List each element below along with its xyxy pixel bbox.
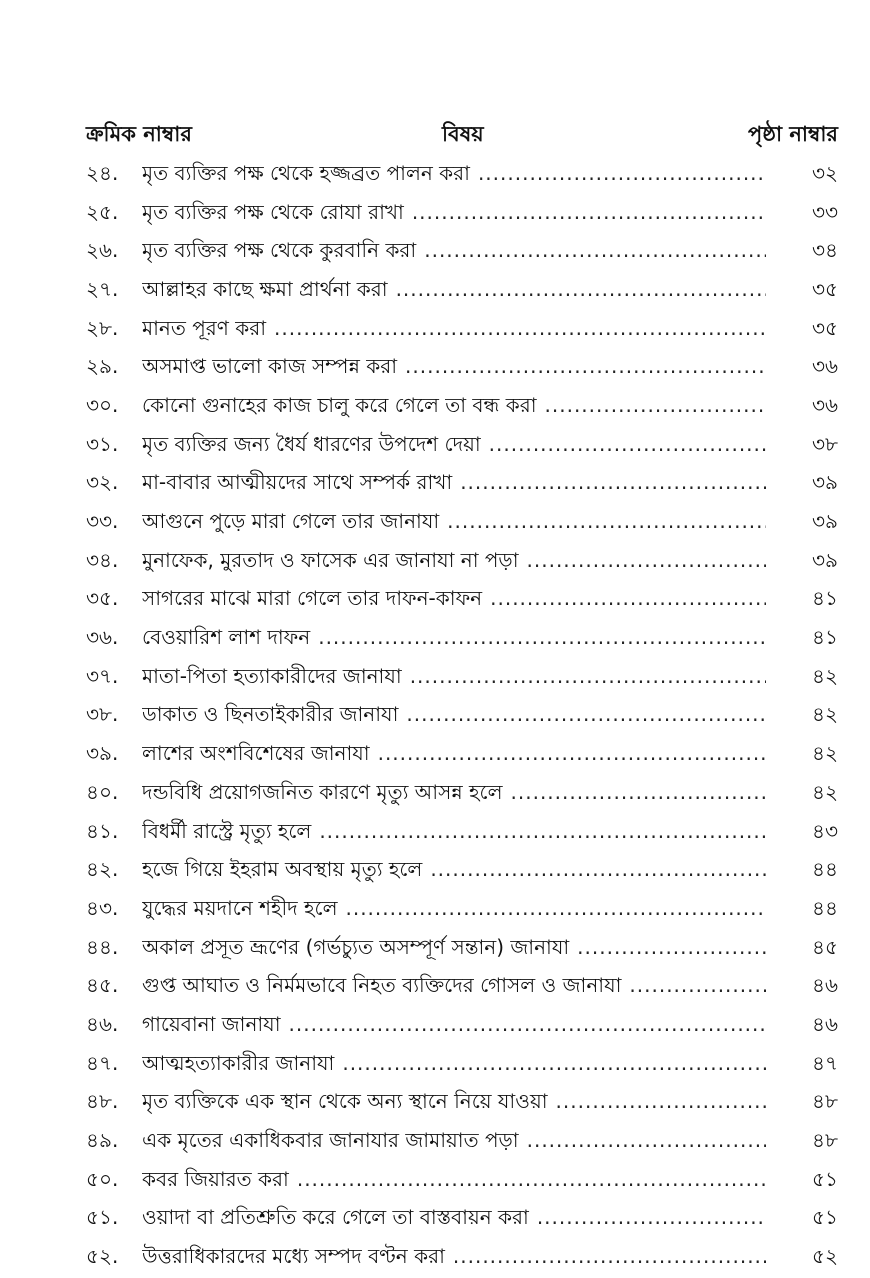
entry-title: আল্লাহর কাছে ক্ষমা প্রার্থনা করা bbox=[142, 276, 388, 301]
entry-title: মৃত ব্যক্তির পক্ষ থেকে রোযা রাখা bbox=[142, 199, 404, 224]
toc-entry bbox=[86, 195, 838, 234]
entry-page-number: ৪২ bbox=[812, 741, 838, 766]
toc-entry bbox=[86, 968, 838, 1007]
toc-entry bbox=[86, 427, 838, 466]
entry-number: ২৬. bbox=[86, 238, 119, 263]
toc-entry bbox=[86, 1239, 838, 1278]
entry-number: ৪৪. bbox=[86, 934, 119, 959]
dot-leader bbox=[378, 741, 766, 765]
dot-leader bbox=[511, 780, 766, 804]
entry-title-cell bbox=[142, 739, 766, 772]
entry-number: ২৫. bbox=[86, 199, 119, 224]
toc-entry bbox=[86, 543, 838, 582]
dot-leader bbox=[629, 973, 766, 997]
toc-entry bbox=[86, 1123, 838, 1162]
dot-leader bbox=[274, 316, 766, 340]
entry-title: ডাকাত ও ছিনতাইকারীর জানাযা bbox=[142, 702, 399, 727]
dot-leader bbox=[410, 664, 766, 688]
entry-title: সাগরের মাঝে মারা গেলে তার দাফন-কাফন bbox=[142, 586, 483, 611]
dot-leader bbox=[537, 1205, 766, 1229]
entry-title-cell bbox=[142, 894, 766, 927]
entry-page-number: ৪৬ bbox=[812, 1011, 838, 1036]
dot-leader bbox=[490, 586, 766, 610]
entry-title-cell bbox=[142, 662, 766, 695]
entry-number: ৪০. bbox=[86, 779, 119, 804]
serial-column-heading: ক্রমিক নাম্বার bbox=[86, 122, 192, 146]
entry-number: ৩৭. bbox=[86, 663, 119, 688]
entry-number: ৪৮. bbox=[86, 1089, 119, 1114]
entry-title: লাশের অংশবিশেষের জানাযা bbox=[142, 741, 370, 766]
dot-leader bbox=[527, 548, 766, 572]
toc-entry bbox=[86, 659, 838, 698]
entry-number: ৩৯. bbox=[86, 741, 119, 766]
toc-entry bbox=[86, 775, 838, 814]
entry-page-number: ৪২ bbox=[812, 663, 838, 688]
entry-page-number: ৩৬ bbox=[811, 354, 838, 379]
dot-leader bbox=[453, 1244, 766, 1268]
entry-page-number: ৫২ bbox=[812, 1244, 838, 1269]
entry-title: আত্মহত্যাকারীর জানাযা bbox=[142, 1050, 335, 1075]
entry-page-number: ৪৩ bbox=[812, 818, 838, 843]
toc-entry bbox=[86, 349, 838, 388]
entry-title-cell bbox=[142, 1010, 766, 1043]
entry-title-cell bbox=[142, 855, 766, 888]
dot-leader bbox=[318, 625, 766, 649]
toc-entry bbox=[86, 620, 838, 659]
entry-page-number: ৪৮ bbox=[812, 1128, 838, 1153]
entry-title-cell bbox=[142, 971, 766, 1004]
entry-title: দন্ডবিধি প্রয়োগজনিত কারণে মৃত্যু আসন্ন হলে bbox=[142, 779, 503, 804]
toc-entry bbox=[86, 1201, 838, 1240]
entry-page-number: ৪৮ bbox=[812, 1089, 838, 1114]
entry-number: ৫১. bbox=[86, 1205, 119, 1230]
entry-page-number: ৪৬ bbox=[812, 973, 838, 998]
entry-title-cell bbox=[142, 1126, 766, 1159]
dot-leader bbox=[406, 702, 766, 726]
entry-number: ২৯. bbox=[86, 354, 119, 379]
entry-page-number: ৩৬ bbox=[811, 392, 838, 417]
entry-page-number: ৩৯ bbox=[812, 509, 838, 534]
entry-title: মানত পূরণ করা bbox=[142, 315, 267, 340]
entry-title: বেওয়ারিশ লাশ দাফন bbox=[142, 625, 311, 650]
entry-title-cell bbox=[142, 314, 766, 347]
entry-number: ৪৯. bbox=[86, 1128, 119, 1153]
entry-page-number: ৪৭ bbox=[812, 1050, 838, 1075]
entry-title: মৃত ব্যক্তির পক্ষ থেকে হজ্জব্রত পালন করা bbox=[142, 160, 470, 185]
entry-number: ৪১. bbox=[86, 818, 119, 843]
entry-title: মৃত ব্যক্তির জন্য ধৈর্য ধারণের উপদেশ দেয়া bbox=[142, 431, 481, 456]
dot-leader bbox=[556, 1089, 766, 1113]
toc-entry bbox=[86, 156, 838, 195]
entry-number: ৩৪. bbox=[86, 547, 119, 572]
entry-title: ওয়াদা বা প্রতিশ্রুতি করে গেলে তা বাস্তবায়ন করা bbox=[142, 1205, 529, 1230]
entry-title-cell bbox=[142, 198, 766, 231]
topic-column-heading: বিষয় bbox=[442, 122, 484, 146]
entry-title: মৃত ব্যক্তিকে এক স্থান থেকে অন্য স্থানে নিয়ে যাওয়া bbox=[142, 1089, 548, 1114]
toc-entry bbox=[86, 930, 838, 969]
dot-leader bbox=[345, 896, 766, 920]
entry-title: হজে গিয়ে ইহরাম অবস্থায় মৃত্যু হলে bbox=[142, 857, 423, 882]
entry-title-cell bbox=[142, 623, 766, 656]
entry-number: ২৪. bbox=[86, 160, 119, 185]
dot-leader bbox=[297, 1167, 766, 1191]
entry-page-number: ৪৪ bbox=[812, 895, 838, 920]
entry-page-number: ৪৫ bbox=[812, 934, 838, 959]
entry-page-number: ৩২ bbox=[811, 160, 838, 185]
toc-entry bbox=[86, 698, 838, 737]
entry-number: ২৮. bbox=[86, 315, 119, 340]
dot-leader bbox=[430, 857, 766, 881]
dot-leader bbox=[527, 1128, 766, 1152]
entry-title: কবর জিয়ারত করা bbox=[142, 1166, 289, 1191]
entry-title: মাতা-পিতা হত্যাকারীদের জানাযা bbox=[142, 663, 402, 688]
entry-title-cell bbox=[142, 430, 766, 463]
toc-entry bbox=[86, 1162, 838, 1201]
entry-number: ৫২. bbox=[86, 1244, 119, 1269]
entry-title-cell bbox=[142, 1165, 766, 1198]
entry-title-cell bbox=[142, 1203, 766, 1236]
entry-title-cell bbox=[142, 700, 766, 733]
entry-page-number: ৩৫ bbox=[812, 276, 838, 301]
dot-leader bbox=[342, 1051, 766, 1075]
entry-number: ২৭. bbox=[86, 276, 119, 301]
entry-page-number: ৫১ bbox=[812, 1205, 838, 1230]
entry-number: ৩৬. bbox=[86, 625, 119, 650]
entry-title-cell bbox=[142, 778, 766, 811]
entry-page-number: ৩৪ bbox=[812, 238, 838, 263]
entry-number: ৫০. bbox=[86, 1166, 119, 1191]
entry-title-cell bbox=[142, 584, 766, 617]
entry-page-number: ৪৪ bbox=[812, 857, 838, 882]
dot-leader bbox=[478, 161, 766, 185]
dot-leader bbox=[396, 277, 766, 301]
entry-page-number: ৩৯ bbox=[812, 547, 838, 572]
toc-entry bbox=[86, 233, 838, 272]
entry-number: ৪৫. bbox=[86, 973, 119, 998]
toc-entry bbox=[86, 852, 838, 891]
toc-entry bbox=[86, 736, 838, 775]
entry-title: অসমাপ্ত ভালো কাজ সম্পন্ন করা bbox=[142, 354, 398, 379]
entry-title-cell bbox=[142, 159, 766, 192]
entry-page-number: ৩৮ bbox=[812, 431, 838, 456]
entry-number: ৪২. bbox=[86, 857, 119, 882]
entry-title-cell bbox=[142, 1242, 766, 1275]
toc-entry bbox=[86, 388, 838, 427]
entry-title-cell bbox=[142, 236, 766, 269]
entry-title: মৃত ব্যক্তির পক্ষ থেকে কুরবানি করা bbox=[142, 238, 417, 263]
toc-header bbox=[86, 118, 838, 152]
entry-title-cell bbox=[142, 507, 766, 540]
dot-leader bbox=[489, 432, 766, 456]
entry-page-number: ৩৩ bbox=[811, 199, 838, 224]
entry-title-cell bbox=[142, 391, 766, 424]
entry-title-cell bbox=[142, 275, 766, 308]
dot-leader bbox=[460, 470, 766, 494]
entry-title: মুনাফেক, মুরতাদ ও ফাসেক এর জানাযা না পড়া bbox=[142, 547, 519, 572]
entry-number: ৪৩. bbox=[86, 895, 119, 920]
dot-leader bbox=[412, 200, 766, 224]
dot-leader bbox=[405, 354, 766, 378]
entry-title: যুদ্ধের ময়দানে শহীদ হলে bbox=[142, 895, 338, 920]
entry-title-cell bbox=[142, 817, 766, 850]
entry-title: কোনো গুনাহের কাজ চালু করে গেলে তা বন্ধ করা bbox=[142, 392, 537, 417]
toc-list bbox=[86, 156, 838, 1278]
entry-number: ৪৬. bbox=[86, 1011, 119, 1036]
entry-number: ৩২. bbox=[86, 470, 119, 495]
toc-entry bbox=[86, 814, 838, 853]
entry-title: বিধর্মী রাস্ট্রে মৃত্যু হলে bbox=[142, 818, 312, 843]
entry-page-number: ৪২ bbox=[812, 779, 838, 804]
entry-page-number: ৩৯ bbox=[812, 470, 838, 495]
entry-title-cell bbox=[142, 352, 766, 385]
toc-entry bbox=[86, 466, 838, 505]
toc-entry bbox=[86, 1085, 838, 1124]
dot-leader bbox=[424, 238, 766, 262]
dot-leader bbox=[447, 509, 766, 533]
entry-page-number: ৩৫ bbox=[812, 315, 838, 340]
entry-page-number: ৪১ bbox=[812, 625, 838, 650]
entry-title-cell bbox=[142, 468, 766, 501]
entry-page-number: ৪১ bbox=[812, 586, 838, 611]
toc-entry bbox=[86, 1007, 838, 1046]
entry-title-cell bbox=[142, 546, 766, 579]
entry-page-number: ৫১ bbox=[812, 1166, 838, 1191]
dot-leader bbox=[545, 393, 766, 417]
entry-number: ৩১. bbox=[86, 431, 119, 456]
entry-title-cell bbox=[142, 1049, 766, 1082]
toc-entry bbox=[86, 1046, 838, 1085]
entry-title: মা-বাবার আত্মীয়দের সাথে সম্পর্ক রাখা bbox=[142, 470, 453, 495]
entry-page-number: ৪২ bbox=[812, 702, 838, 727]
entry-number: ৩৮. bbox=[86, 702, 119, 727]
toc-entry bbox=[86, 311, 838, 350]
entry-title: উত্তরাধিকারদের মধ্যে সম্পদ বণ্টন করা bbox=[142, 1244, 445, 1269]
entry-title: আগুনে পুড়ে মারা গেলে তার জানাযা bbox=[142, 509, 440, 534]
entry-title: এক মৃতের একাধিকবার জানাযার জামায়াত পড়া bbox=[142, 1128, 519, 1153]
dot-leader bbox=[289, 1012, 766, 1036]
dot-leader bbox=[319, 819, 766, 843]
entry-number: ৩৩. bbox=[86, 509, 119, 534]
toc-entry bbox=[86, 582, 838, 621]
entry-title-cell bbox=[142, 1087, 766, 1120]
entry-number: ৪৭. bbox=[86, 1050, 119, 1075]
entry-number: ৩০. bbox=[86, 392, 119, 417]
toc-entry bbox=[86, 272, 838, 311]
entry-title: গায়েবানা জানাযা bbox=[142, 1011, 281, 1036]
entry-title: গুপ্ত আঘাত ও নির্মমভাবে নিহত ব্যক্তিদের গোসল ও জানাযা bbox=[142, 973, 622, 998]
toc-entry bbox=[86, 504, 838, 543]
entry-title-cell bbox=[142, 933, 766, 966]
entry-title: অকাল প্রসূত ভ্রূণের (গর্ভচ্যুত অসম্পূর্ণ সন্তান) জানাযা bbox=[142, 934, 570, 959]
toc-entry bbox=[86, 891, 838, 930]
page-column-heading: পৃষ্ঠা নাম্বার bbox=[748, 122, 838, 146]
dot-leader bbox=[577, 935, 766, 959]
entry-number: ৩৫. bbox=[86, 586, 119, 611]
